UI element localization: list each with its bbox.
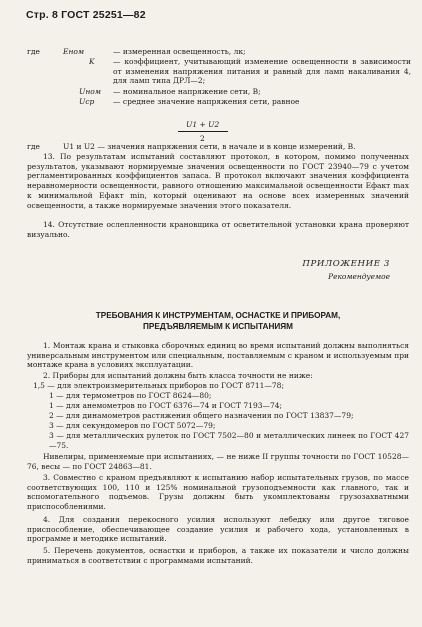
definition-symbol: K [89, 57, 95, 66]
list-item: 2 — для динамометров растяжения общего назначения по ГОСТ 13837—79; [49, 411, 354, 420]
definition-text: — коэффициент, учитывающий изменение освещенности в зависимости от изменения напряжения питания и равный для ламп накаливания 4, для ламп типа ДРЛ—2; [113, 57, 411, 86]
requirement-1: 1. Монтаж крана и стыковка сборочных единиц во время испытаний должны выполняться универсальным инструментом или специальным, поставляемым с краном и используемым при монтаже крана в условиях эксплуатации. [27, 341, 409, 370]
list-item-text: 3 — для металлических рулеток по ГОСТ 7502—80 и металлических линеек по ГОСТ 427—75. [49, 431, 409, 450]
formula-denominator: 2 [200, 134, 205, 143]
section-title-line: ТРЕБОВАНИЯ К ИНСТРУМЕНТАМ, ОСНАСТКЕ И ПРИБОРАМ, [95, 311, 341, 320]
appendix-subtitle: Рекомендуемое [328, 271, 390, 281]
formula-definition [27, 142, 407, 152]
definition-text: — номинальное напряжение сети, В; [113, 87, 261, 96]
paragraph-levels: Нивелиры, применяемые при испытаниях, — не ниже II группы точности по ГОСТ 10528—76, весы — по ГОСТ 24863—81. [27, 452, 409, 471]
list-item: 1 — для анемометров по ГОСТ 6376—74 и ГОСТ 7193—74; [49, 401, 283, 410]
paragraph-13: 13. По результатам испытаний составляют протокол, в котором, помимо полученных результатов, указывают нормируемые значения освещенности по ГОСТ 23940—79 с учетом регламентированных коэффициентов запаса. В протокол включают значения коэффициента неравномерности освещенности, равного отношению максимальной освещенности Eфакт max к минимальной Eфакт min, который оценивают на основе всех измеренных значений освещенности, а также нормируемые значения этого показателя. [27, 152, 409, 210]
section-title-line: ПРЕДЪЯВЛЯЕМЫМ К ИСПЫТАНИЯМ [143, 321, 293, 331]
definition-text: — среднее значение напряжения сети, равное [113, 97, 300, 106]
definition-row [27, 97, 407, 107]
fraction-line [178, 131, 228, 132]
formula-numerator: U1 + U2 [186, 120, 220, 129]
list-item: 1,5 — для электроизмерительных приборов по ГОСТ 8711—78; [33, 381, 284, 390]
definition-row [27, 87, 407, 97]
definition-row [27, 57, 411, 87]
definition-row [27, 47, 407, 57]
definition-symbol: Uном [79, 87, 101, 96]
section-title [27, 311, 409, 333]
definition-text: U1 и U2 — значения напряжения сети, в начале и в конце измерений, В. [63, 142, 356, 151]
requirement-2: 2. Приборы для испытаний должны быть класса точности не ниже: [43, 371, 313, 380]
appendix-title: ПРИЛОЖЕНИЕ 3 [302, 259, 390, 269]
definition-text: — измеренная освещенность, лк; [113, 47, 246, 56]
paragraph-14: 14. Отсутствие ослепленности крановщика от осветительной установки крана проверяют визуально. [27, 220, 409, 239]
page-header: Стр. 8 ГОСТ 25251—82 [26, 9, 146, 21]
definition-label: где [27, 142, 40, 151]
definition-symbol: Eном [63, 47, 85, 56]
requirement-4: 4. Для создания перекосного усилия используют лебедку или другое тяговое приспособление, обеспечивающее создание усилия и рабочего хода, установленных в программе и методике испытаний. [27, 515, 409, 544]
list-item: 1 — для термометров по ГОСТ 8624—80; [49, 391, 212, 400]
list-item: 3 — для секундомеров по ГОСТ 5072—79; [49, 421, 216, 430]
requirement-3: 3. Совместно с краном предъявляют к испытанию набор испытательных грузов, по массе соответствующих 100, 110 и 125% номинальной грузоподъемности как главного, так и вспомогательного подъемов. Грузы должны быть укомплектованы грузозахватными приспособлениями. [27, 473, 409, 512]
requirement-5: 5. Перечень документов, оснастки и приборов, а также их показатели и число должны приниматься в соответствии с программами испытаний. [27, 546, 409, 565]
definition-label: где [27, 47, 40, 56]
appendix-heading [302, 260, 390, 281]
list-item [49, 431, 409, 450]
definition-symbol: Uср [79, 97, 95, 106]
